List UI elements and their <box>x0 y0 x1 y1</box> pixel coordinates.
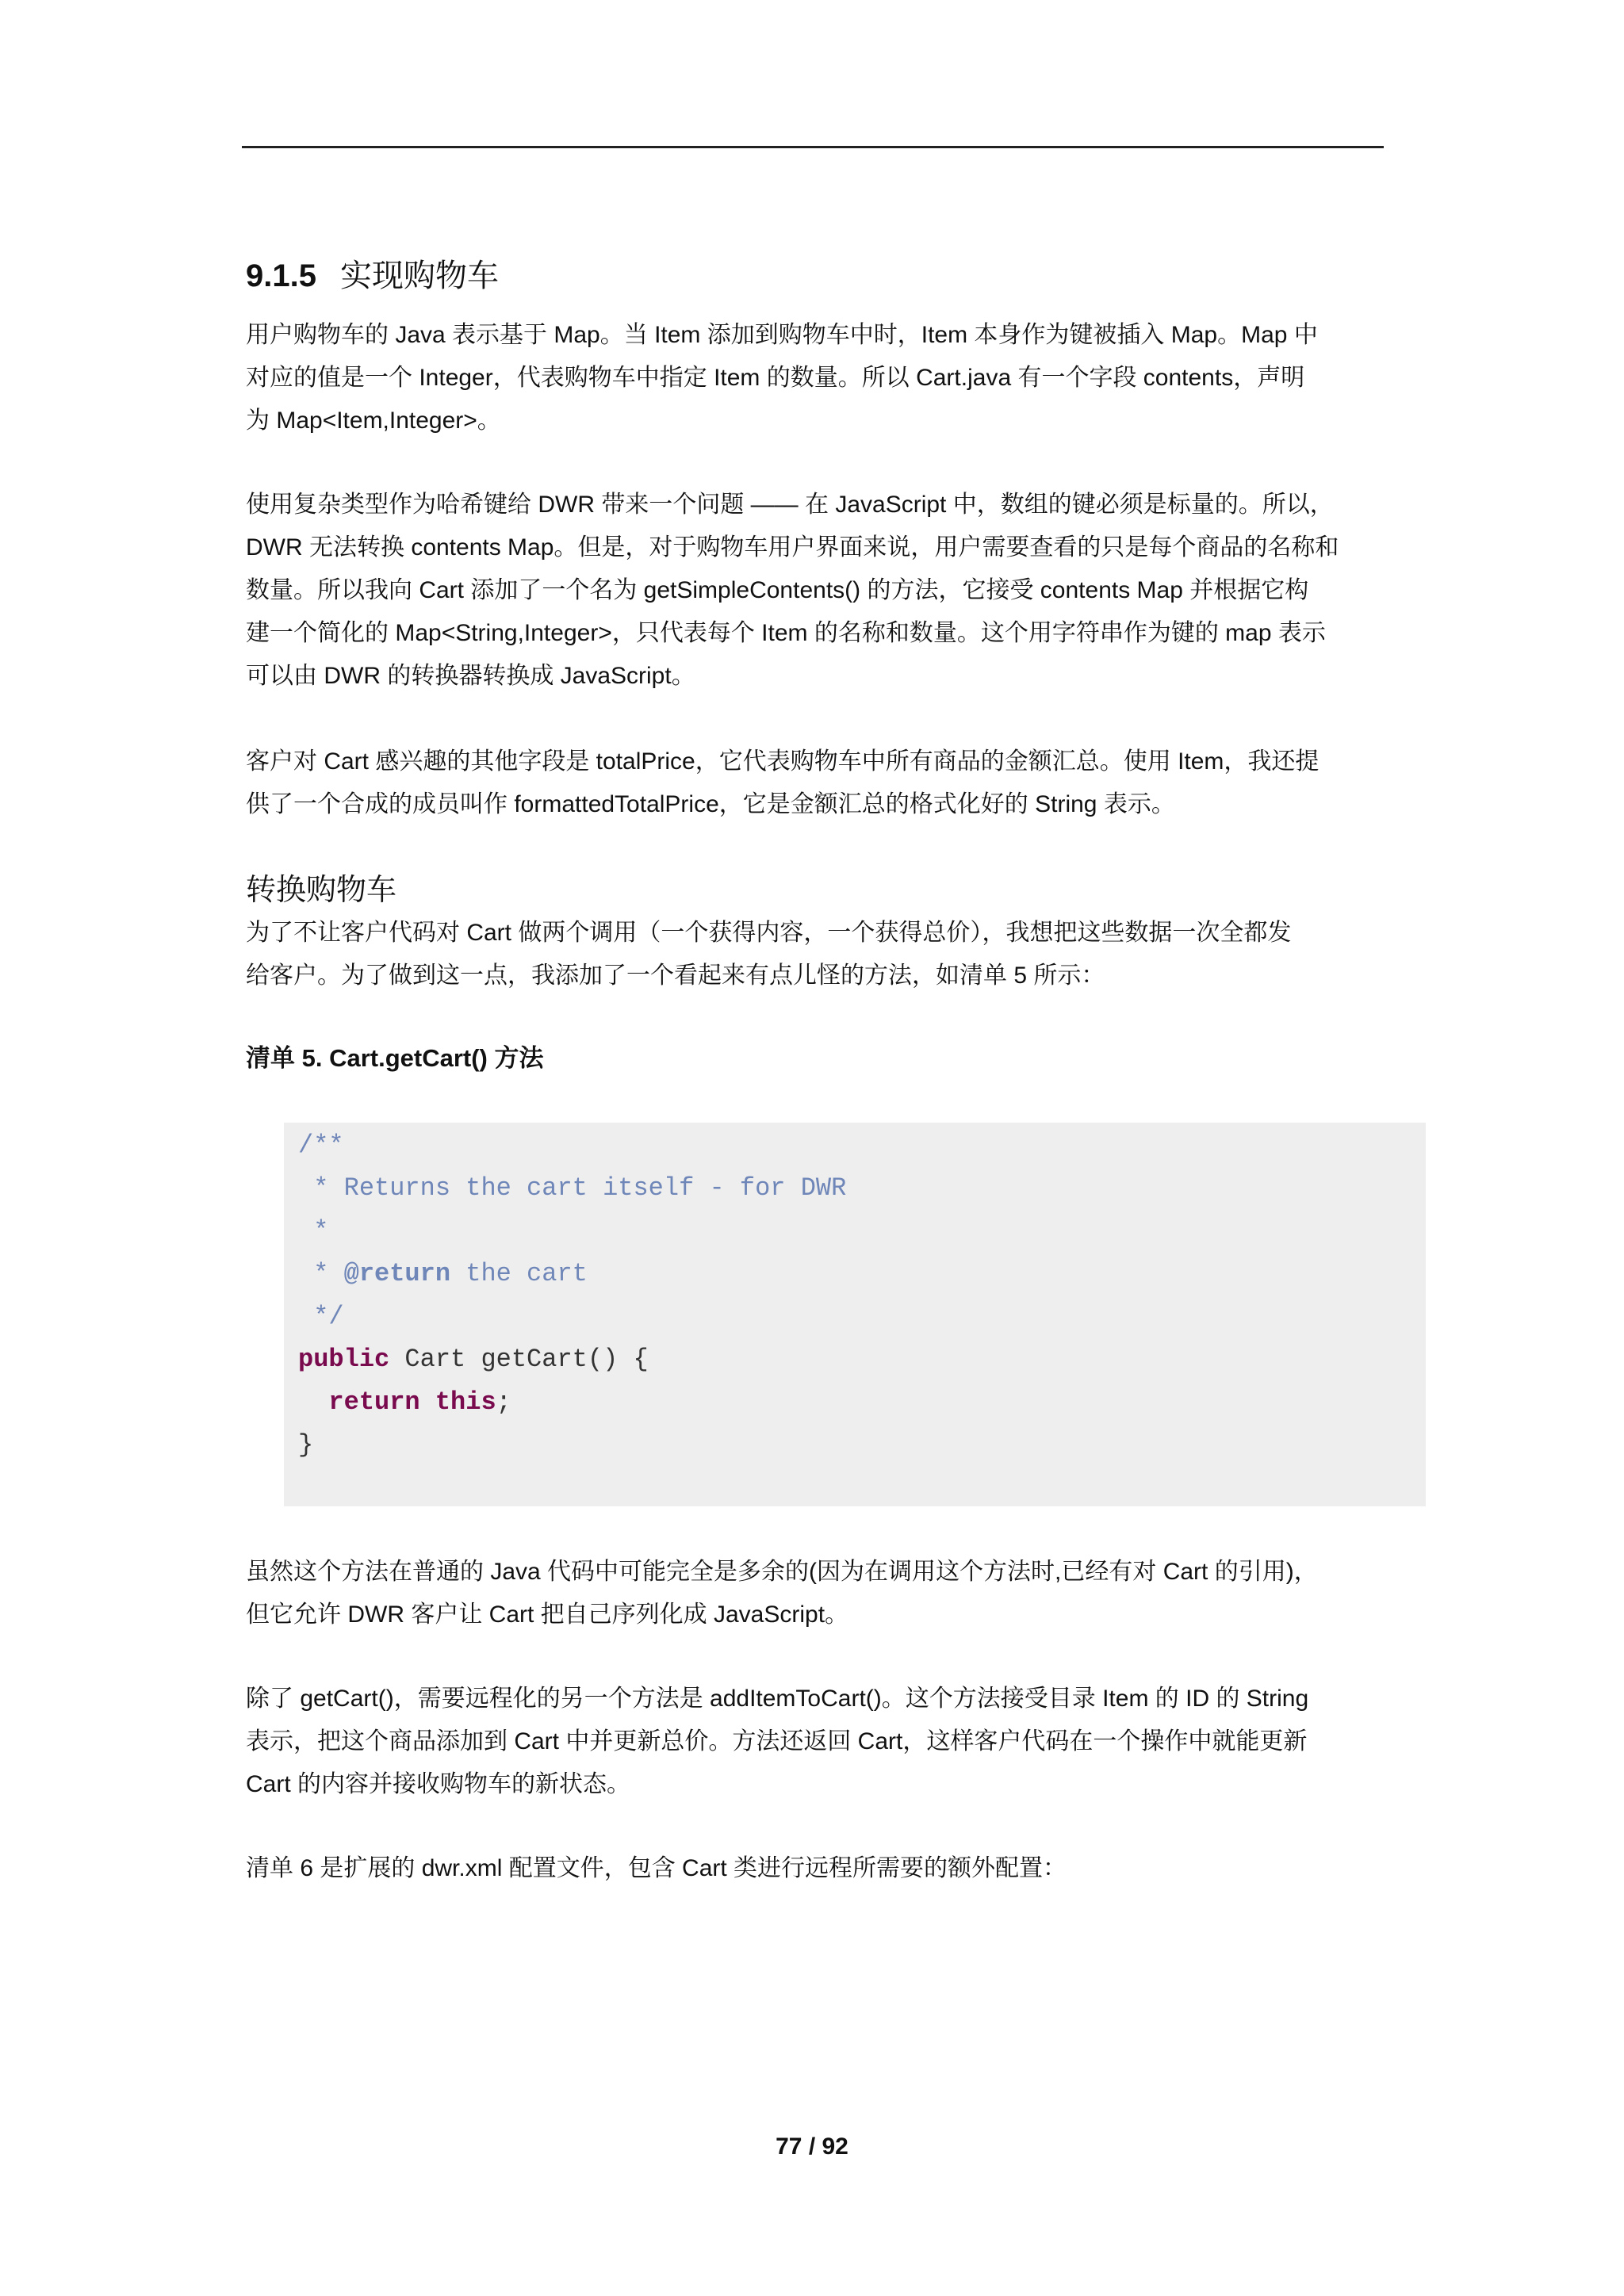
text-line: 供了一个合成的成员叫作 formattedTotalPrice，它是金额汇总的格式化好的 String 表示。 <box>246 791 1175 817</box>
code-comment: the cart <box>450 1259 588 1288</box>
text-line: 表示，把这个商品添加到 Cart 中并更新总价。方法还返回 Cart，这样客户代码在一个操作中就能更新 <box>246 1728 1308 1755</box>
code-listing <box>298 1124 846 1467</box>
paragraph-1 <box>246 314 1388 442</box>
paragraph-6 <box>246 1678 1388 1806</box>
subheading: 转换购物车 <box>246 872 397 907</box>
paragraph-7 <box>246 1847 1388 1890</box>
text-line: 使用复杂类型作为哈希键给 DWR 带来一个问题 —— 在 JavaScript 中，数组的键必须是标量的。所以， <box>246 492 1334 518</box>
paragraph-5 <box>246 1551 1388 1636</box>
header-rule <box>242 146 1384 148</box>
code-comment: /** <box>298 1131 344 1160</box>
code-text: } <box>298 1430 314 1460</box>
text-line: 为 Map<Item,Integer>。 <box>246 408 501 434</box>
section-title-text: 实现购物车 <box>339 258 499 294</box>
text-line: 虽然这个方法在普通的 Java 代码中可能完全是多余的(因为在调用这个方法时,已经有对 Cart 的引用)， <box>246 1559 1318 1585</box>
paragraph-2 <box>246 484 1388 698</box>
text-line: 清单 6 是扩展的 dwr.xml 配置文件，包含 Cart 类进行远程所需要的额外配置： <box>246 1855 1067 1881</box>
page-number: 77 / 92 <box>776 2133 848 2160</box>
paragraph-4 <box>246 912 1388 997</box>
code-comment: * <box>298 1216 329 1246</box>
code-comment: */ <box>298 1302 344 1331</box>
code-comment: * Returns the cart itself - for DWR <box>298 1173 847 1203</box>
code-indent <box>298 1387 328 1417</box>
section-number: 9.1.5 <box>246 258 316 293</box>
paragraph-3 <box>246 740 1388 826</box>
code-text: Cart getCart() { <box>389 1345 649 1374</box>
text-line: 建一个简化的 Map<String,Integer>，只代表每个 Item 的名称和数量。这个用字符串作为键的 map 表示 <box>246 620 1326 646</box>
code-keyword: this <box>435 1387 496 1417</box>
text-line: 数量。所以我向 Cart 添加了一个名为 getSimpleContents() 的方法，它接受 contents Map 并根据它构 <box>246 577 1309 603</box>
text-line: 对应的值是一个 Integer，代表购物车中指定 Item 的数量。所以 Cart.java 有一个字段 contents，声明 <box>246 365 1305 391</box>
text-line: Cart 的内容并接收购物车的新状态。 <box>246 1771 631 1797</box>
code-keyword: public <box>298 1345 390 1374</box>
text-line: 为了不让客户代码对 Cart 做两个调用（一个获得内容，一个获得总价），我想把这些数据一次全都发 <box>246 920 1292 946</box>
code-javadoc-tag: @return <box>343 1259 451 1288</box>
text-line: DWR 无法转换 contents Map。但是，对于购物车用户界面来说，用户需要查看的只是每个商品的名称和 <box>246 534 1339 561</box>
code-space <box>420 1387 435 1417</box>
text-line: 除了 getCart()，需要远程化的另一个方法是 addItemToCart()。这个方法接受目录 Item 的 ID 的 String <box>246 1686 1309 1712</box>
listing-title: 清单 5. Cart.getCart() 方法 <box>246 1044 544 1072</box>
text-line: 给客户。为了做到这一点，我添加了一个看起来有点儿怪的方法，如清单 5 所示： <box>246 962 1105 989</box>
code-text: ; <box>496 1387 511 1417</box>
text-line: 客户对 Cart 感兴趣的其他字段是 totalPrice，它代表购物车中所有商品的金额汇总。使用 Item，我还提 <box>246 748 1320 775</box>
text-line: 用户购物车的 Java 表示基于 Map。当 Item 添加到购物车中时，Item 本身作为键被插入 Map。Map 中 <box>246 322 1318 348</box>
text-line: 但它允许 DWR 客户让 Cart 把自己序列化成 JavaScript。 <box>246 1601 849 1628</box>
section-heading <box>246 256 499 296</box>
code-keyword: return <box>328 1387 420 1417</box>
code-comment: * <box>298 1259 344 1288</box>
text-line: 可以由 DWR 的转换器转换成 JavaScript。 <box>246 663 695 689</box>
